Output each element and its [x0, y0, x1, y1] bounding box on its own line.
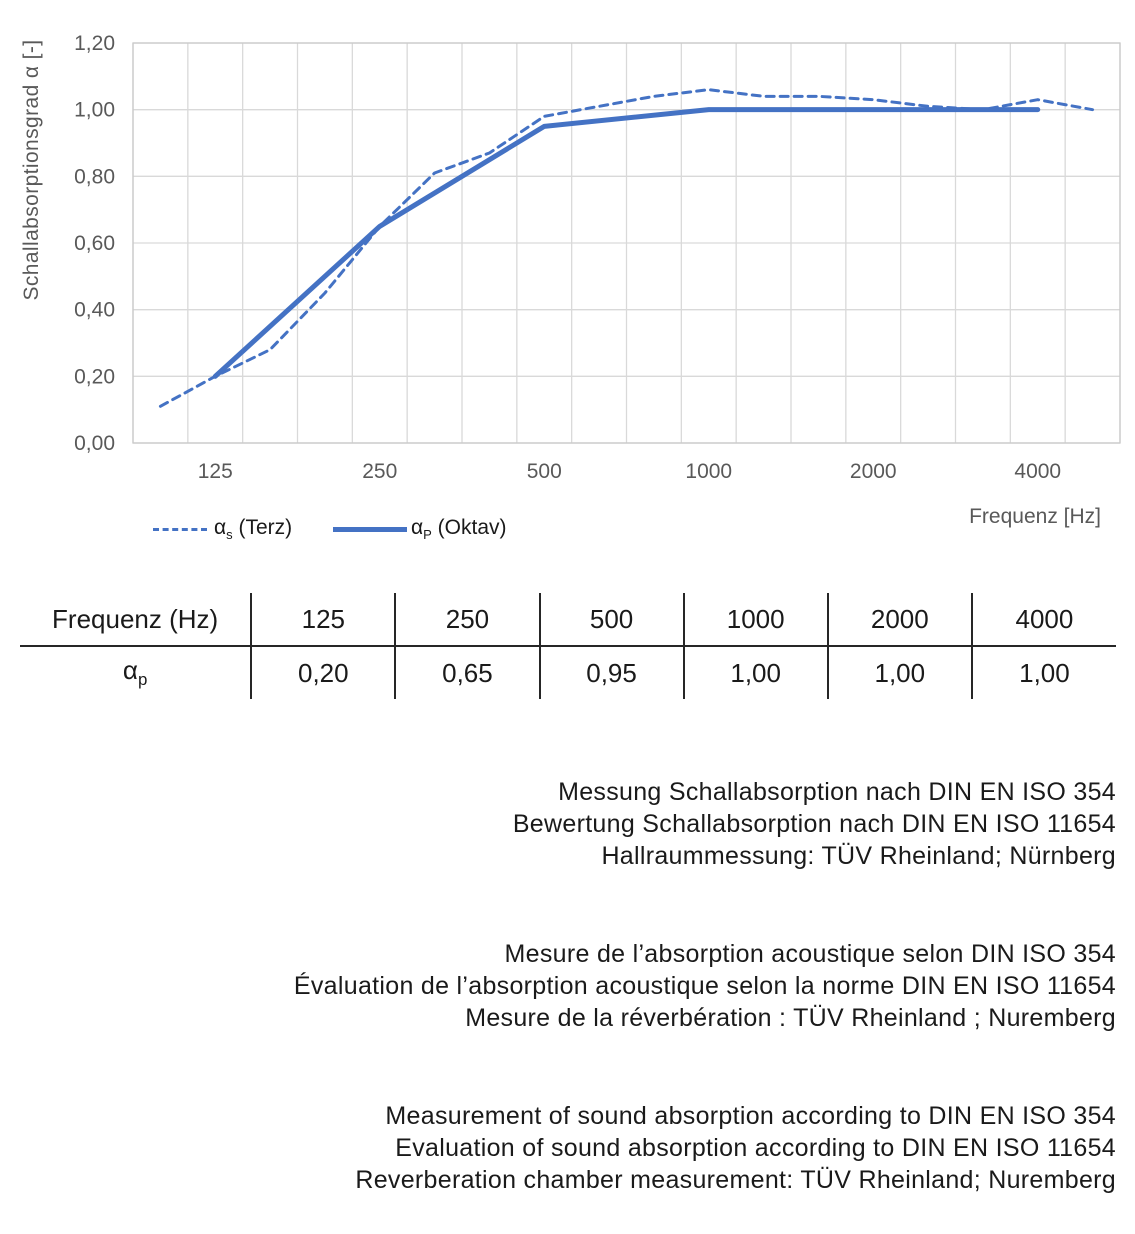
- table-header-1000: 1000: [684, 593, 828, 646]
- note-line: Reverberation chamber measurement: TÜV Rheinland; Nuremberg: [355, 1166, 1116, 1194]
- note-line: Measurement of sound absorption according to DIN EN ISO 354: [385, 1102, 1116, 1130]
- x-axis-title: Frequenz [Hz]: [969, 505, 1101, 528]
- y-tick-label: 1,20: [74, 32, 115, 55]
- absorption-values-table: [20, 593, 1116, 699]
- table-header-250: 250: [395, 593, 539, 646]
- y-tick-label: 1,00: [74, 98, 115, 122]
- table-value-1000: 1,00: [684, 646, 828, 699]
- note-line: Evaluation of sound absorption according to DIN EN ISO 11654: [395, 1134, 1116, 1162]
- x-tick-label: 250: [362, 460, 398, 483]
- x-tick-label: 500: [526, 460, 562, 483]
- table-value-4000: 1,00: [1019, 657, 1070, 688]
- y-tick-label: 0,60: [74, 232, 115, 255]
- y-axis-title: Schallabsorptionsgrad α [-]: [20, 39, 43, 301]
- note-line: Évaluation de l’absorption acoustique selon la norme DIN EN ISO 11654: [293, 972, 1116, 1000]
- note-line: Mesure de l’absorption acoustique selon DIN ISO 354: [504, 940, 1116, 968]
- table-header-2000: 2000: [828, 593, 972, 646]
- legend-label-oktav: $\alpha_P$ (Oktav): [411, 515, 507, 543]
- legend-item-alpha-p-oktav: [333, 516, 507, 542]
- solid-line-swatch: [333, 527, 407, 532]
- table-header-500: 500: [540, 593, 684, 646]
- x-tick-label: 125: [197, 460, 233, 483]
- table-header-frequency: Frequenz (Hz): [20, 593, 251, 646]
- note-line: Hallraummessung: TÜV Rheinland; Nürnberg: [601, 842, 1116, 870]
- note-english: [20, 1100, 1116, 1196]
- legend-label-terz: $\alpha_s$ (Terz): [214, 515, 293, 543]
- x-tick-label: 1000: [685, 460, 733, 483]
- legend-item-alpha-s-terz: [153, 516, 292, 542]
- table-value-125: 0,20: [251, 646, 395, 699]
- note-line: Messung Schallabsorption nach DIN EN ISO 354: [558, 778, 1116, 806]
- table-value-250: 0,65: [395, 646, 539, 699]
- note-french: [20, 938, 1116, 1034]
- note-line: Mesure de la réverbération : TÜV Rheinland ; Nuremberg: [465, 1004, 1116, 1032]
- dashed-line-swatch: [153, 528, 207, 531]
- table-row-label-alpha-p: $\alpha_p$: [20, 646, 251, 699]
- table-header-4000: 4000: [972, 593, 1116, 646]
- table-value-row: [20, 646, 1116, 699]
- table-value-2000: 1,00: [828, 646, 972, 699]
- x-tick-label: 4000: [1014, 460, 1062, 483]
- absorption-chart-svg: [0, 0, 1135, 495]
- table-value-500: 0,95: [540, 646, 684, 699]
- note-german: [20, 776, 1116, 872]
- x-tick-label: 2000: [849, 460, 897, 483]
- y-tick-label: 0,80: [74, 165, 115, 189]
- y-tick-label: 0,00: [74, 432, 115, 455]
- table-header-125: 125: [251, 593, 395, 646]
- y-tick-label: 0,20: [74, 365, 115, 389]
- y-tick-label: 0,40: [74, 298, 115, 322]
- table-header-row: [20, 593, 1116, 646]
- note-line: Bewertung Schallabsorption nach DIN EN ISO 11654: [512, 810, 1116, 838]
